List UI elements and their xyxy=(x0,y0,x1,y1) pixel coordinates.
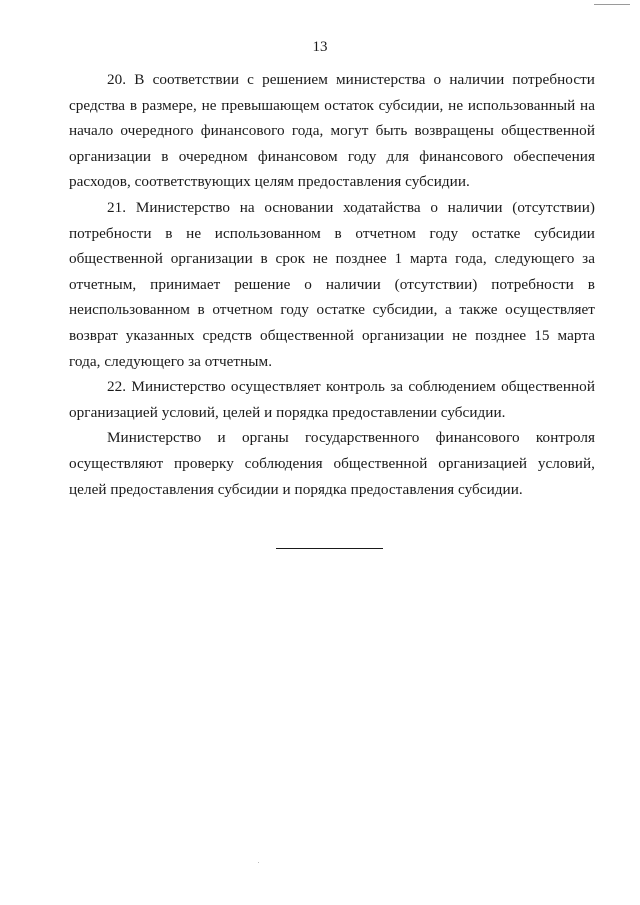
paragraph-control: Министерство и органы государственного финансового контроля осуществляют проверку соблюдения общественной организацией условий, целей предоставления субсидии и порядка предоставления субсидии. xyxy=(69,429,595,498)
scan-speck xyxy=(258,862,259,863)
paragraph-22: 22. Министерство осуществляет контроль за соблюдением общественной организацией условий, целей и порядка предоставлении субсидии. xyxy=(69,378,595,421)
paragraph-20: 20. В соответствии с решением министерства о наличии потребности средства в размере, не превышающем остаток субсидии, не использованный на начало очередного финансового года, могут быть возвращены общественной организации в очередном финансовом году для финансового обеспечения расходов, соответствующих целям предоставления субсидии. xyxy=(69,71,595,191)
top-corner-rule xyxy=(594,4,630,5)
document-body xyxy=(69,67,595,502)
paragraph-21: 21. Министерство на основании ходатайства о наличии (отсутствии) потребности в не использованном в отчетном году остатке субсидии общественной организации в срок не позднее 1 марта года, следующего за отчетным, принимает решение о наличии (отсутствии) потребности в неиспользованном в отчетном году остатке субсидии, а также осуществляет возврат указанных средств общественной организации не позднее 15 марта года, следующего за отчетным. xyxy=(69,198,595,370)
end-of-document-rule xyxy=(276,548,383,549)
page-number: 13 xyxy=(312,39,328,55)
